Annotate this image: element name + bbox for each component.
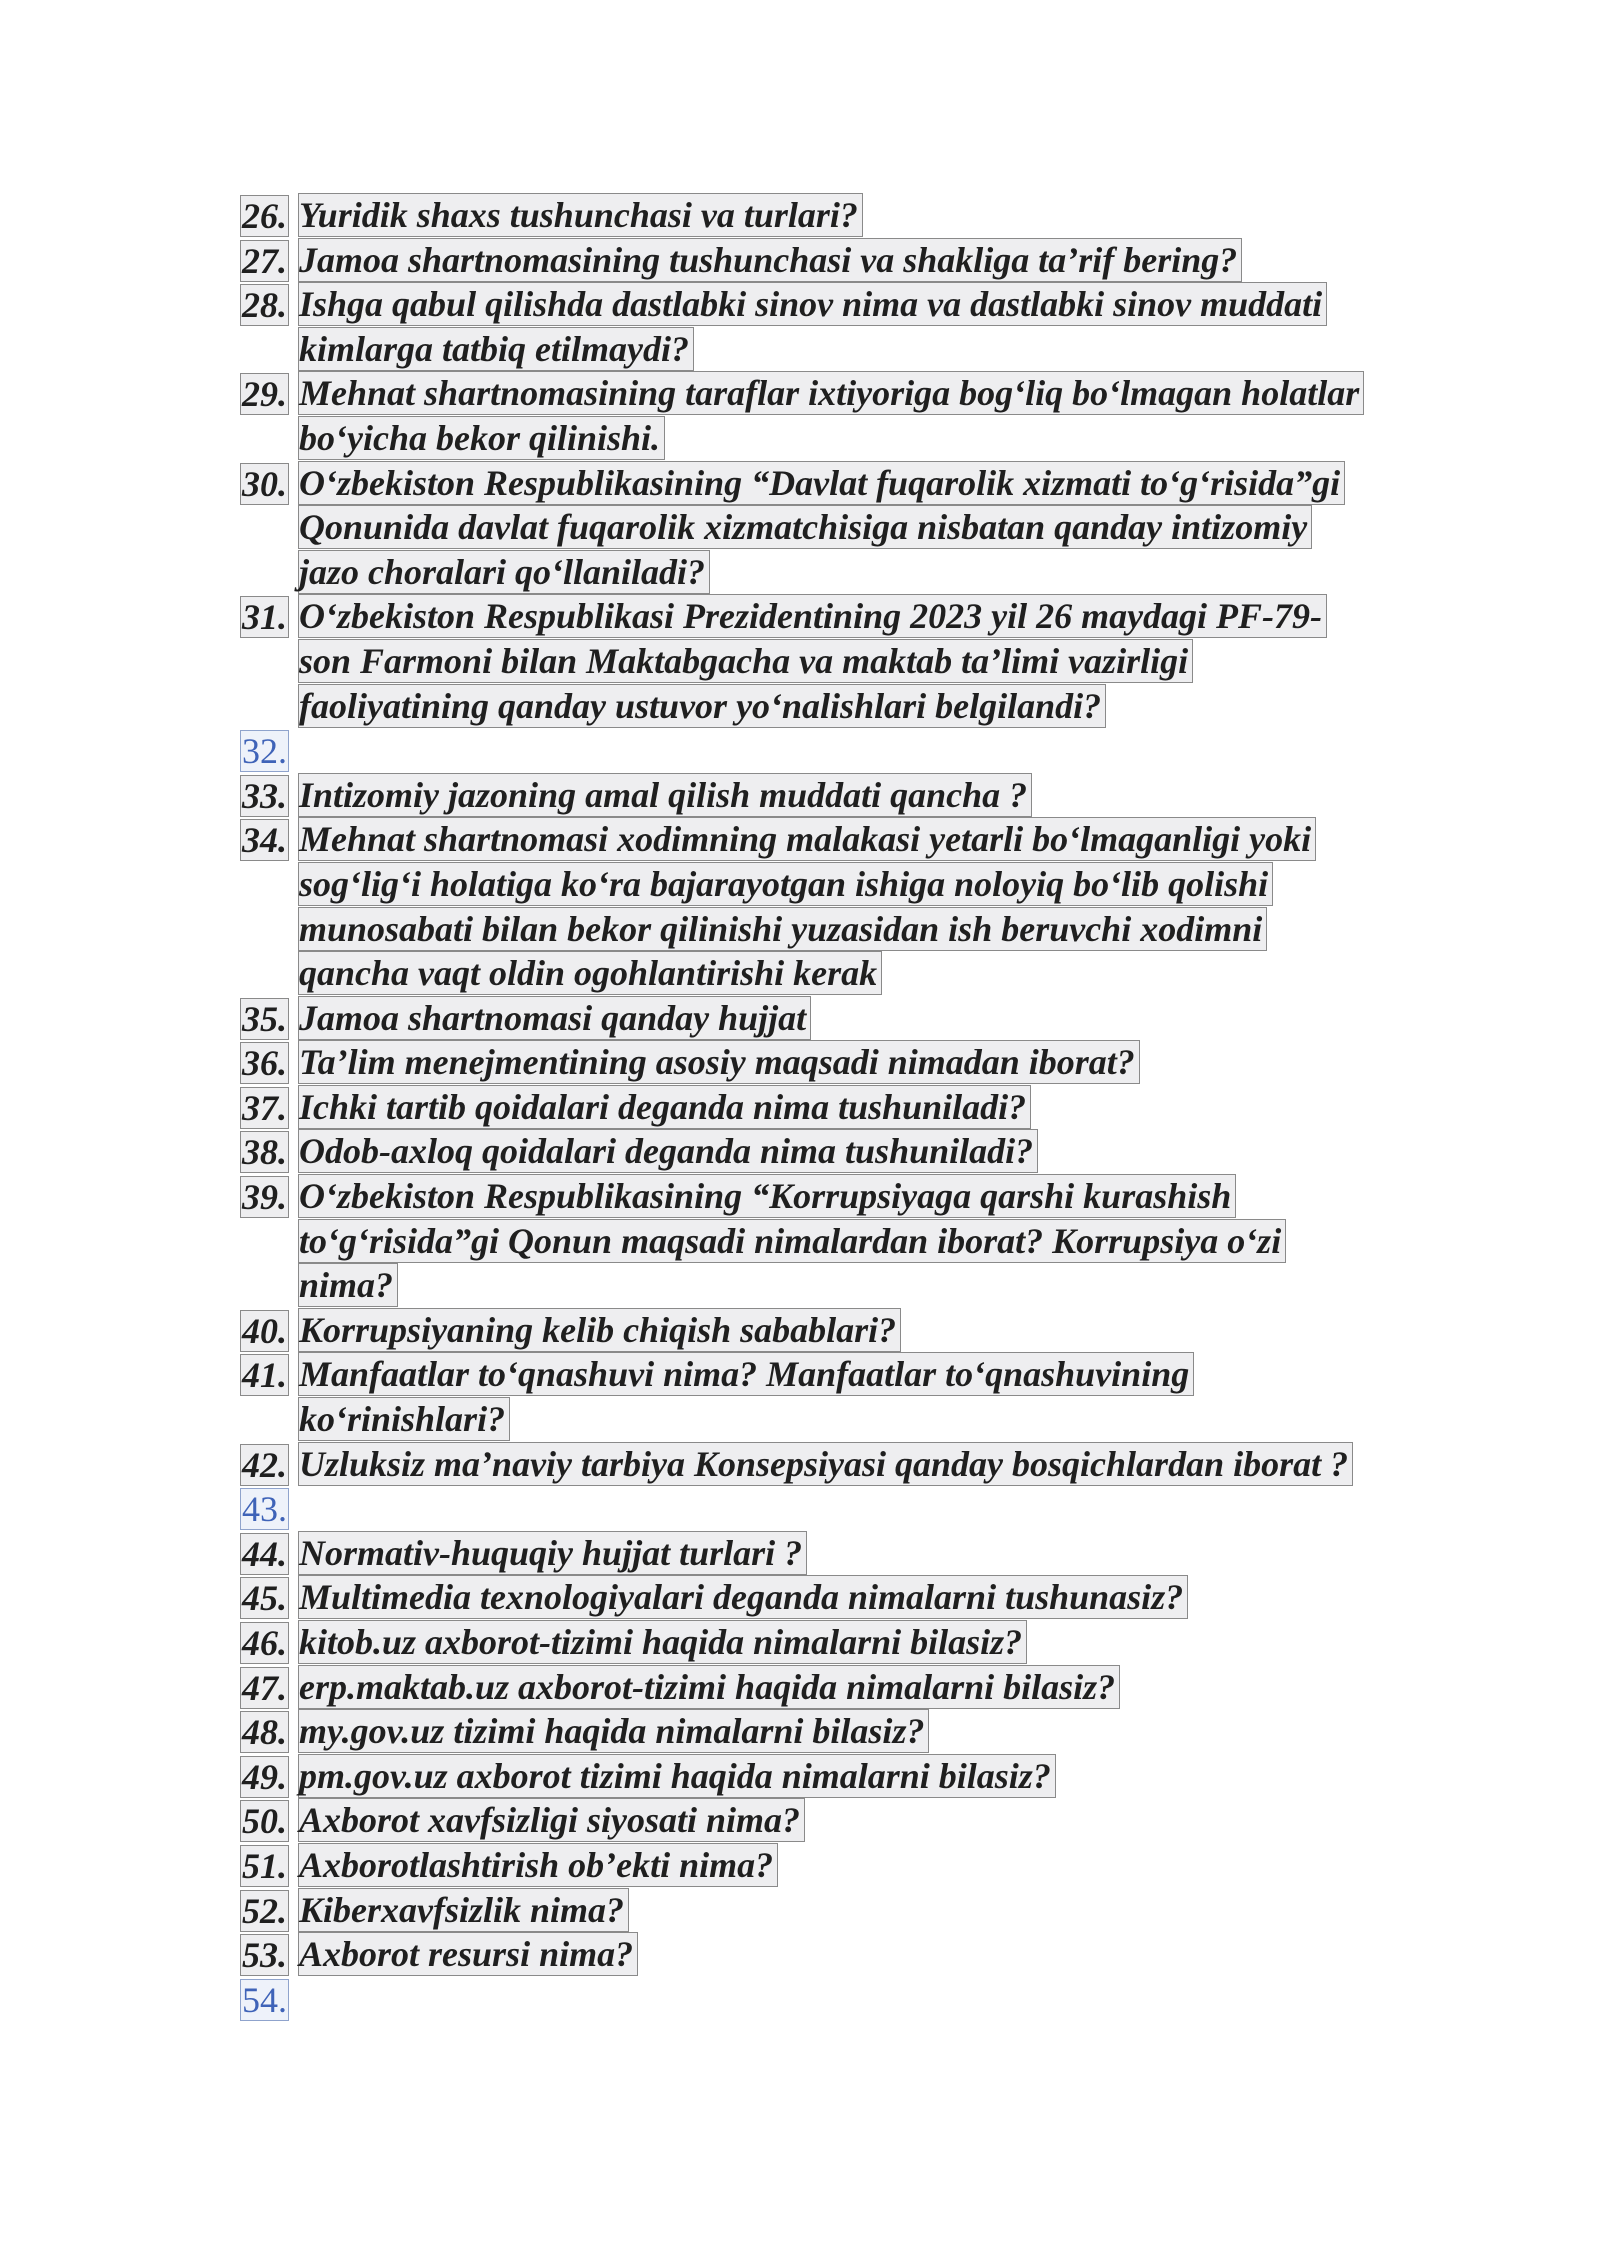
question-text: kitob.uz axborot-tizimi haqida nimalarni bilasiz? bbox=[298, 1620, 1027, 1664]
question-item bbox=[240, 1174, 1360, 1308]
question-item bbox=[240, 773, 1360, 818]
question-number: 51. bbox=[242, 1845, 287, 1886]
question-item bbox=[240, 1442, 1360, 1487]
question-item bbox=[240, 193, 1360, 238]
question-item bbox=[240, 371, 1360, 460]
question-item bbox=[240, 1888, 1360, 1933]
question-text: my.gov.uz tizimi haqida nimalarni bilasiz? bbox=[298, 1709, 929, 1753]
question-number: 32. bbox=[242, 731, 287, 772]
question-number: 29. bbox=[242, 374, 287, 415]
question-text: pm.gov.uz axborot tizimi haqida nimalarni bilasiz? bbox=[298, 1754, 1056, 1798]
question-number: 37. bbox=[242, 1087, 287, 1128]
question-number: 49. bbox=[242, 1756, 287, 1797]
question-item bbox=[240, 1531, 1360, 1576]
question-text: Axborot resursi nima? bbox=[298, 1932, 638, 1976]
question-text: O‘zbekiston Respublikasi Prezidentining 2023 yil 26 maydagi PF-79-son Farmoni bilan Maktabgacha va maktab ta’limi vazirligi faoliyatining qanday ustuvor yo‘nalishlari belgilandi? bbox=[298, 594, 1327, 727]
question-text: erp.maktab.uz axborot-tizimi haqida nimalarni bilasiz? bbox=[298, 1665, 1120, 1709]
question-number: 34. bbox=[242, 820, 287, 861]
question-text: Axborotlashtirish ob’ekti nima? bbox=[298, 1843, 778, 1887]
question-number: 40. bbox=[242, 1310, 287, 1351]
question-number: 42. bbox=[242, 1444, 287, 1485]
question-text: Uzluksiz ma’naviy tarbiya Konsepsiyasi qanday bosqichlardan iborat ? bbox=[298, 1442, 1353, 1486]
question-number: 45. bbox=[242, 1578, 287, 1619]
question-number: 28. bbox=[242, 285, 287, 326]
question-item bbox=[240, 1932, 1360, 1977]
question-item bbox=[240, 817, 1360, 995]
question-number: 53. bbox=[242, 1935, 287, 1976]
question-list bbox=[240, 193, 1360, 2021]
question-text: Ta’lim menejmentining asosiy maqsadi nimadan iborat? bbox=[298, 1040, 1140, 1084]
question-item bbox=[240, 238, 1360, 283]
question-number: 50. bbox=[242, 1801, 287, 1842]
question-number: 31. bbox=[242, 597, 287, 638]
question-item bbox=[240, 1754, 1360, 1799]
question-number: 30. bbox=[242, 463, 287, 504]
question-text: O‘zbekiston Respublikasining “Davlat fuqarolik xizmati to‘g‘risida”gi Qonunida davlat fuqarolik xizmatchisiga nisbatan qanday intizomiy jazo choralari qo‘llaniladi? bbox=[298, 461, 1345, 594]
question-number: 38. bbox=[242, 1132, 287, 1173]
question-item bbox=[240, 282, 1360, 371]
question-text: Korrupsiyaning kelib chiqish sabablari? bbox=[298, 1308, 901, 1352]
question-number: 48. bbox=[242, 1712, 287, 1753]
question-number: 35. bbox=[242, 998, 287, 1039]
question-number: 41. bbox=[242, 1355, 287, 1396]
question-text: Kiberxavfsizlik nima? bbox=[298, 1888, 629, 1932]
question-item bbox=[240, 996, 1360, 1041]
question-number: 39. bbox=[242, 1177, 287, 1218]
question-number: 27. bbox=[242, 240, 287, 281]
question-item bbox=[240, 1977, 1360, 2022]
question-number: 46. bbox=[242, 1623, 287, 1663]
question-item bbox=[240, 1665, 1360, 1710]
question-number: 33. bbox=[242, 775, 287, 816]
question-item bbox=[240, 461, 1360, 595]
question-text: Jamoa shartnomasining tushunchasi va shakliga ta’rif bering? bbox=[298, 238, 1242, 282]
question-number: 36. bbox=[242, 1043, 287, 1084]
question-text: O‘zbekiston Respublikasining “Korrupsiyaga qarshi kurashish to‘g‘risida”gi Qonun maqsadi nimalardan iborat? Korrupsiya o‘zi nima? bbox=[298, 1174, 1286, 1307]
question-number: 43. bbox=[242, 1489, 287, 1530]
question-number: 26. bbox=[242, 196, 287, 236]
question-item bbox=[240, 1709, 1360, 1754]
question-text: Axborot xavfsizligi siyosati nima? bbox=[298, 1798, 805, 1842]
question-number: 47. bbox=[242, 1667, 287, 1708]
question-item bbox=[240, 1085, 1360, 1130]
question-item bbox=[240, 1575, 1360, 1620]
question-item bbox=[240, 1798, 1360, 1843]
question-text: Ishga qabul qilishda dastlabki sinov nima va dastlabki sinov muddati kimlarga tatbiq etilmaydi? bbox=[298, 282, 1327, 371]
question-item bbox=[240, 728, 1360, 773]
question-item bbox=[240, 1843, 1360, 1888]
question-text: Multimedia texnologiyalari deganda nimalarni tushunasiz? bbox=[298, 1575, 1188, 1619]
question-item bbox=[240, 1308, 1360, 1353]
question-text: Normativ-huquqiy hujjat turlari ? bbox=[298, 1531, 807, 1575]
question-text: Jamoa shartnomasi qanday hujjat bbox=[298, 996, 811, 1040]
question-item bbox=[240, 594, 1360, 728]
question-number: 54. bbox=[242, 1979, 287, 2020]
question-text: Mehnat shartnomasi xodimning malakasi yetarli bo‘lmaganligi yoki sog‘lig‘i holatiga ko‘ra bajarayotgan ishiga noloyiq bo‘lib qolishi munosabati bilan bekor qilinishi yuzasidan ish beruvchi xodimni qancha vaqt oldin ogohlantirishi kerak bbox=[298, 817, 1316, 995]
question-text: Intizomiy jazoning amal qilish muddati qancha ? bbox=[298, 773, 1032, 817]
question-text: Odob-axloq qoidalari deganda nima tushuniladi? bbox=[298, 1129, 1038, 1173]
question-item bbox=[240, 1040, 1360, 1085]
question-text: Mehnat shartnomasining taraflar ixtiyoriga bog‘liq bo‘lmagan holatlar bo‘yicha bekor qilinishi. bbox=[298, 371, 1364, 460]
question-text: Yuridik shaxs tushunchasi va turlari? bbox=[298, 193, 863, 237]
question-text: Manfaatlar to‘qnashuvi nima? Manfaatlar to‘qnashuvining ko‘rinishlari? bbox=[298, 1352, 1194, 1441]
question-item bbox=[240, 1129, 1360, 1174]
question-number: 44. bbox=[242, 1533, 287, 1574]
question-text: Ichki tartib qoidalari deganda nima tushuniladi? bbox=[298, 1085, 1031, 1129]
question-number: 52. bbox=[242, 1890, 287, 1931]
question-item bbox=[240, 1352, 1360, 1441]
question-item bbox=[240, 1620, 1360, 1665]
question-item bbox=[240, 1486, 1360, 1531]
